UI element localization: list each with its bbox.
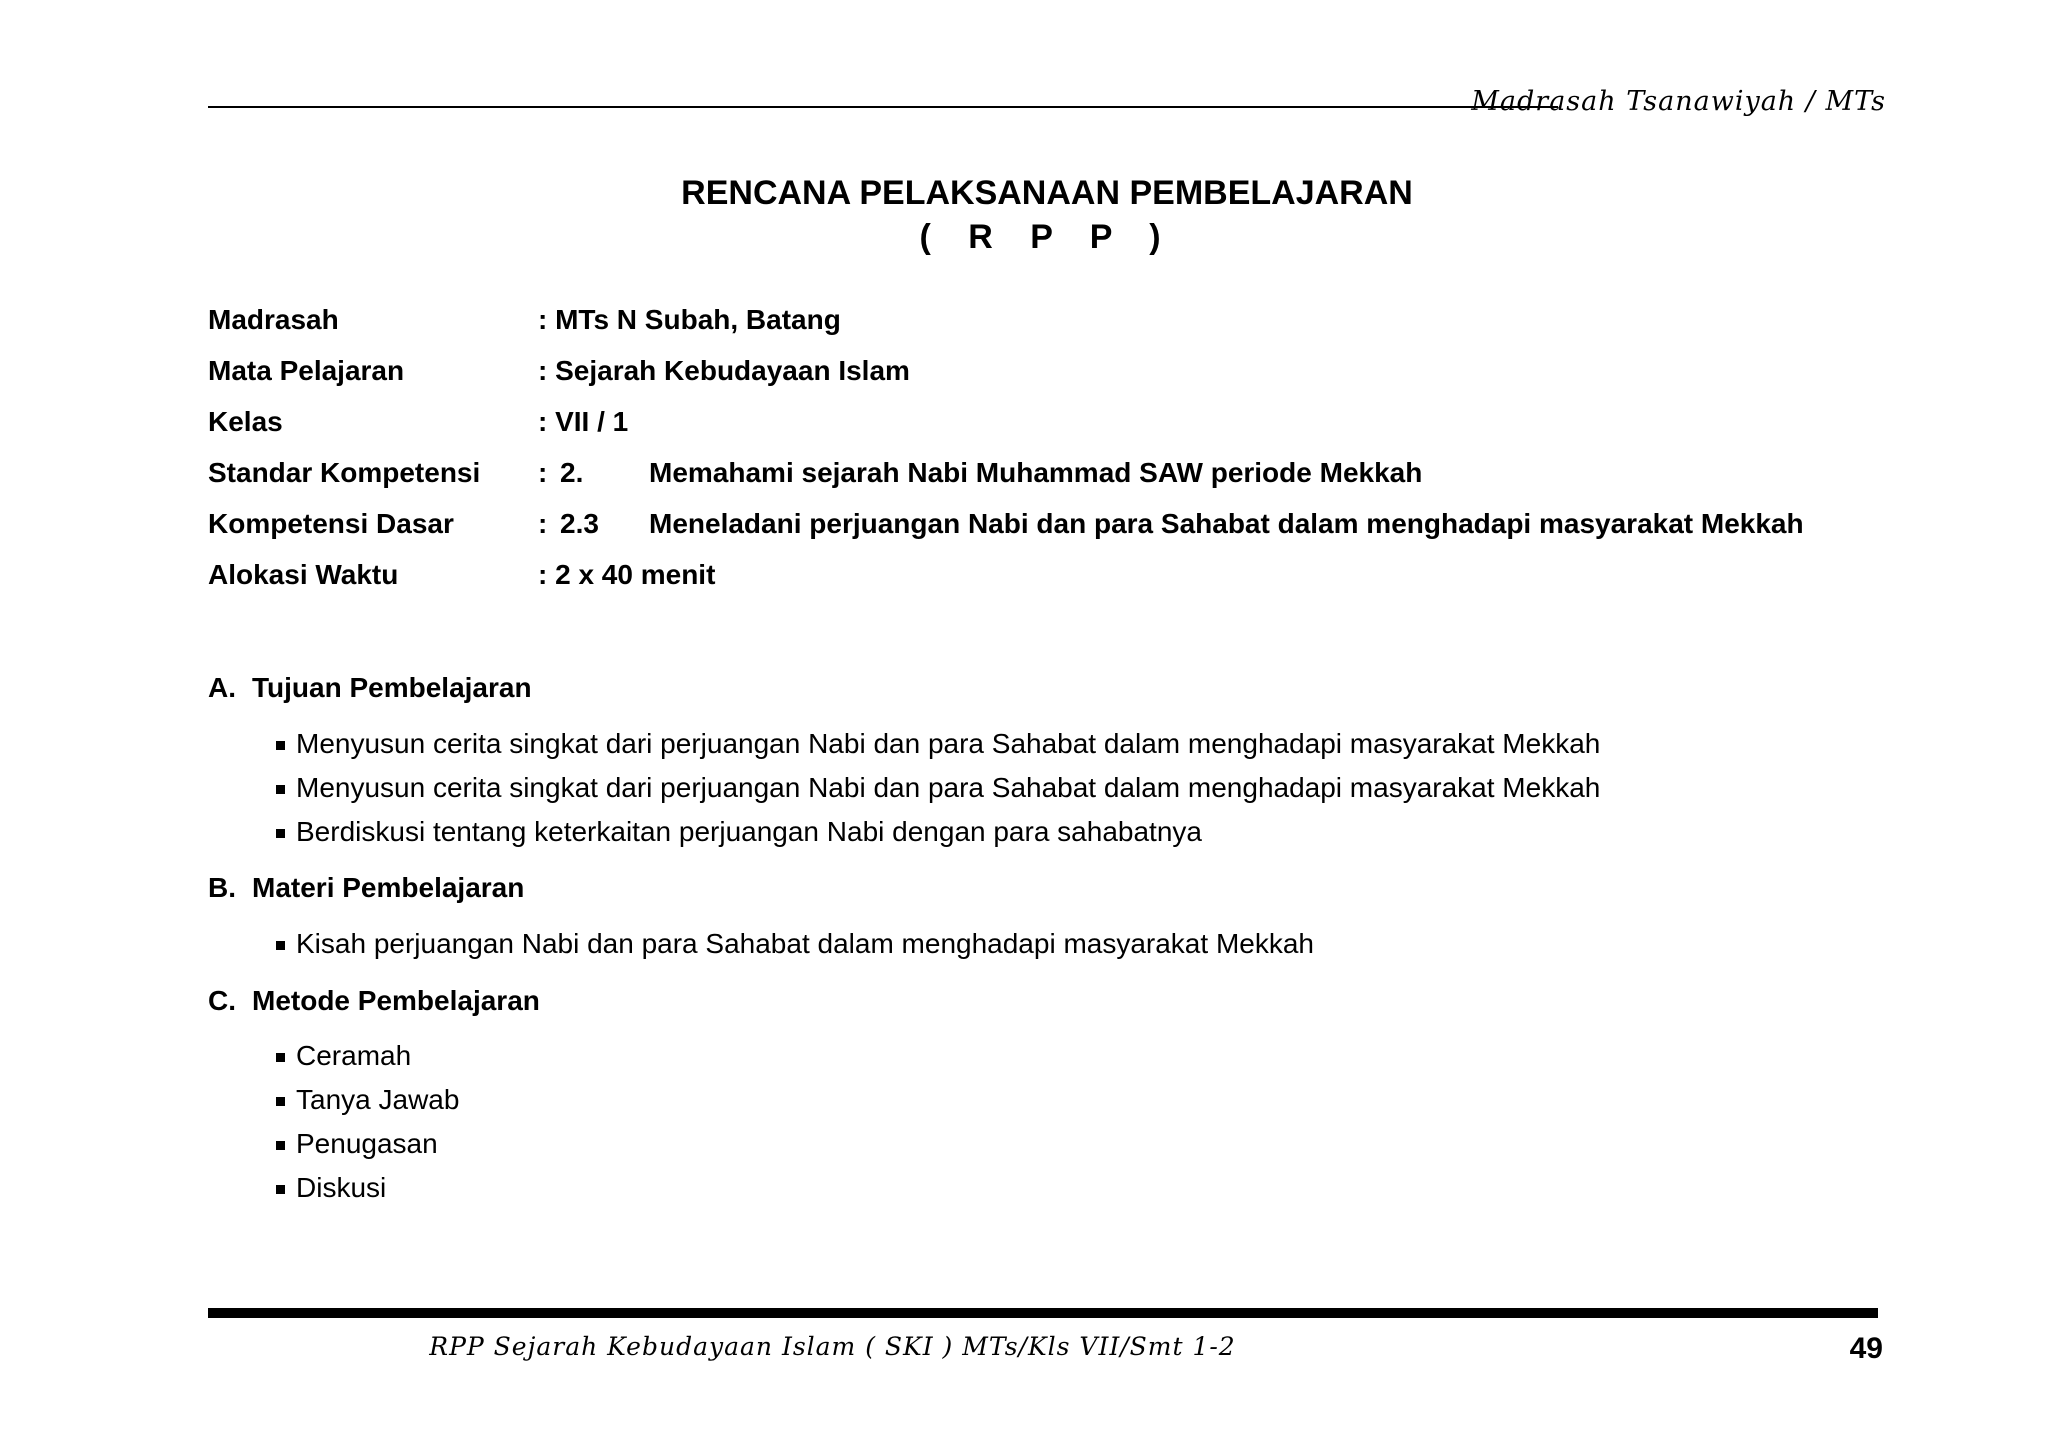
bullet-square-icon: [276, 785, 285, 794]
info-label: Kompetensi Dasar: [208, 508, 454, 539]
identity-table: [208, 302, 1908, 608]
info-row-kelas: [208, 404, 1908, 455]
info-value: : VII / 1: [538, 406, 629, 437]
bullet-square-icon: [276, 1097, 285, 1106]
info-value: : Sejarah Kebudayaan Islam: [538, 355, 910, 386]
info-row-kompetensi-dasar: [208, 506, 1908, 557]
info-number: 2.3: [560, 508, 599, 539]
footer-text: RPP Sejarah Kebudayaan Islam ( SKI ) MTs/Kls VII/Smt 1-2: [429, 1332, 1236, 1361]
header-text: Madrasah Tsanawiyah / MTs: [1471, 86, 1886, 117]
page-number: 49: [1849, 1332, 1883, 1365]
section-heading-c: [208, 985, 540, 1017]
info-value: Meneladani perjuangan Nabi dan para Sahabat dalam menghadapi masyarakat Mekkah: [649, 508, 1804, 539]
bullet-square-icon: [276, 1185, 285, 1194]
bullet-square-icon: [276, 1141, 285, 1150]
section-title: Tujuan Pembelajaran: [252, 672, 532, 703]
list-item: Ceramah: [276, 1038, 459, 1082]
info-label: Standar Kompetensi: [208, 457, 481, 488]
section-heading-a: [208, 672, 532, 704]
info-label: Kelas: [208, 406, 283, 437]
info-label: Alokasi Waktu: [208, 559, 399, 590]
list-item: Menyusun cerita singkat dari perjuangan Nabi dan para Sahabat dalam menghadapi masyarakat Mekkah: [276, 726, 1600, 770]
bullet-square-icon: [276, 1053, 285, 1062]
info-number: 2.: [560, 457, 584, 488]
footer-rule: [208, 1308, 1878, 1318]
section-title: Metode Pembelajaran: [252, 985, 540, 1016]
list-item: Penugasan: [276, 1126, 459, 1170]
info-row-mapel: [208, 353, 1908, 404]
info-row-alokasi-waktu: [208, 557, 1908, 608]
section-title: Materi Pembelajaran: [252, 872, 525, 903]
bullet-square-icon: [276, 741, 285, 750]
list-item: Diskusi: [276, 1170, 459, 1214]
document-subtitle: ( R P P ): [919, 218, 1175, 256]
section-letter: B.: [208, 872, 236, 903]
info-value: : MTs N Subah, Batang: [538, 304, 841, 335]
list-item: Berdiskusi tentang keterkaitan perjuangan Nabi dengan para sahabatnya: [276, 814, 1600, 858]
bullet-square-icon: [276, 829, 285, 838]
list-item: Kisah perjuangan Nabi dan para Sahabat dalam menghadapi masyarakat Mekkah: [276, 926, 1314, 970]
header-rule: [208, 106, 1558, 108]
metode-list: [276, 1038, 459, 1214]
info-row-standar-kompetensi: [208, 455, 1908, 506]
tujuan-list: [276, 726, 1600, 858]
info-row-madrasah: [208, 302, 1908, 353]
list-item: Tanya Jawab: [276, 1082, 459, 1126]
section-letter: A.: [208, 672, 236, 703]
section-heading-b: [208, 872, 524, 904]
list-item: Menyusun cerita singkat dari perjuangan Nabi dan para Sahabat dalam menghadapi masyarakat Mekkah: [276, 770, 1600, 814]
info-value: Memahami sejarah Nabi Muhammad SAW periode Mekkah: [649, 457, 1423, 488]
info-label: Mata Pelajaran: [208, 355, 405, 386]
info-colon: :: [538, 508, 548, 539]
info-value: : 2 x 40 menit: [538, 559, 716, 590]
materi-list: [276, 926, 1314, 970]
section-letter: C.: [208, 985, 236, 1016]
info-label: Madrasah: [208, 304, 339, 335]
bullet-square-icon: [276, 941, 285, 950]
document-title: RENCANA PELAKSANAAN PEMBELAJARAN: [681, 174, 1413, 212]
info-colon: :: [538, 457, 548, 488]
